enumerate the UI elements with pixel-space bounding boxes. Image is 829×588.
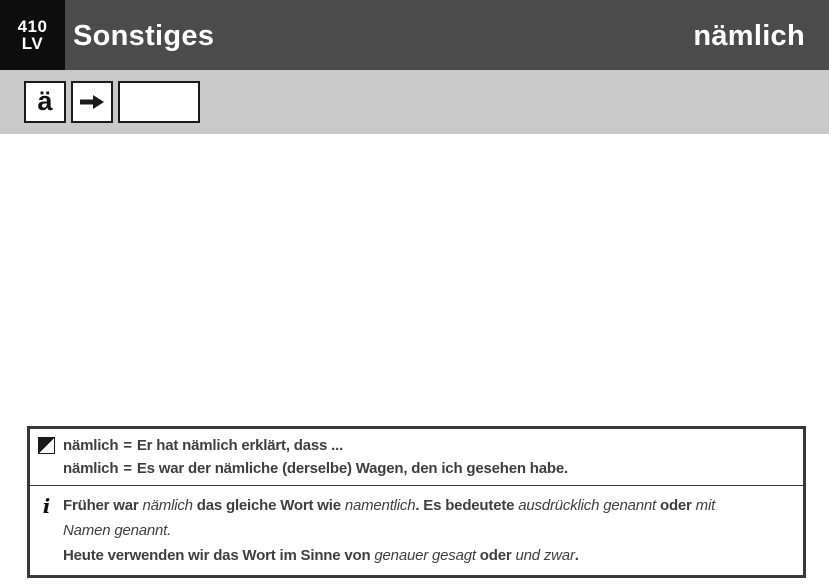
example-keyword: nämlich [63,460,119,477]
examples-section [30,429,803,486]
example-line [63,457,795,480]
note-line: Früher war nämlich das gleiche Wort wie namentlich. Es bedeutete ausdrücklich genannt oder mit [63,497,716,514]
lesson-number: 410 [17,17,48,36]
header-bar [0,0,829,70]
note-line: Namen genannt. [63,522,172,539]
lesson-code: LV [21,34,44,53]
note-section [30,486,803,575]
right-arrow-icon [71,81,113,123]
diagonal-split-square-icon [38,437,55,454]
umlaut-box [24,81,66,123]
toolbar [0,70,829,134]
lesson-number-box [0,0,65,70]
answer-box[interactable] [118,81,200,123]
page-title: Sonstiges [73,20,215,52]
equals-sign: = [123,460,132,477]
example-text: Er hat nämlich erklärt, dass ... [136,437,344,454]
example-keyword: nämlich [63,437,119,454]
header-keyword: nämlich [693,20,805,52]
info-icon: i [42,494,51,518]
example-text: Es war der nämliche (derselbe) Wagen, den ich gesehen habe. [136,460,568,477]
note-line: Heute verwenden wir das Wort im Sinne von genauer gesagt oder und zwar. [63,547,579,564]
umlaut-label: ä [37,85,53,116]
example-line [63,434,795,457]
equals-sign: = [123,437,132,454]
info-box [27,426,806,578]
